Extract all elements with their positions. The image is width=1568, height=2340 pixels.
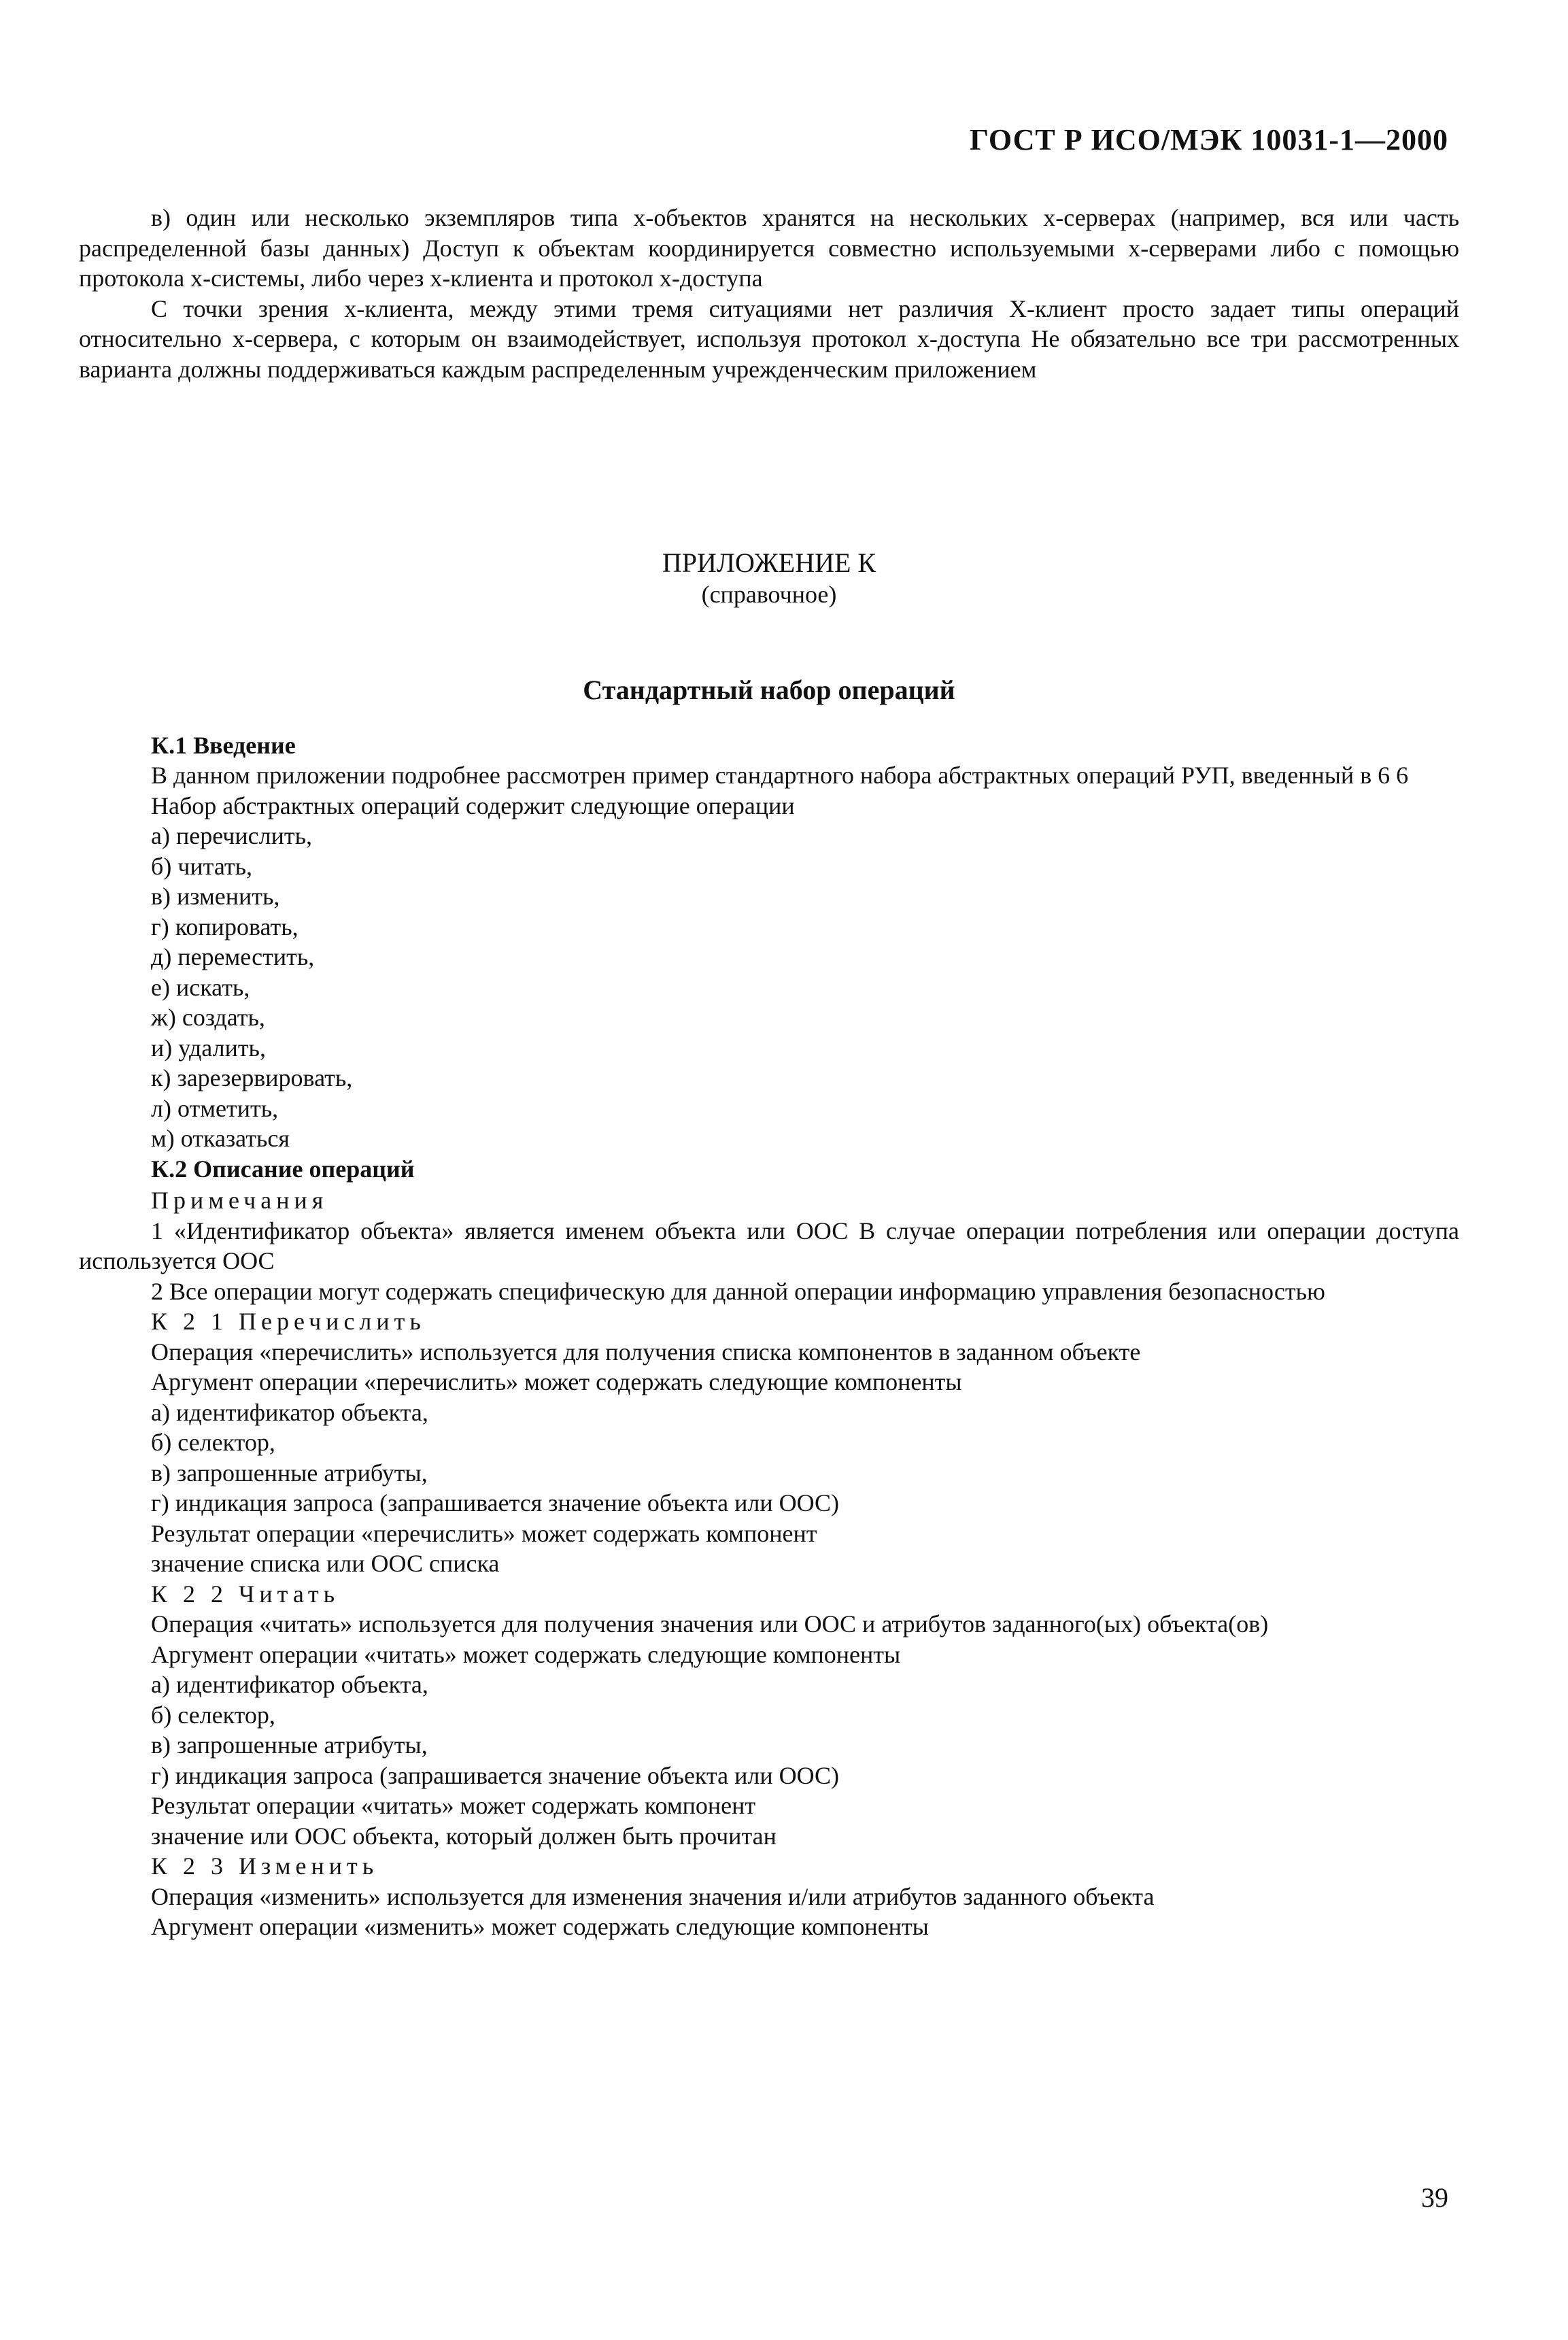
k21-paragraph-2: Аргумент операции «перечислить» может содержать следующие компоненты xyxy=(151,1368,962,1395)
page-number: 39 xyxy=(1421,2182,1448,2213)
list-item: б) селектор, xyxy=(151,1701,275,1729)
list-item: д) переместить, xyxy=(151,943,315,970)
list-item: ж) создать, xyxy=(151,1004,265,1031)
note-1: 1 «Идентификатор объекта» является именем объекта или ООС В случае операции потребления или операции доступа используется ООС xyxy=(79,1217,1459,1274)
document-header: ГОСТ Р ИСО/МЭК 10031-1—2000 xyxy=(969,123,1448,156)
list-item: е) искать, xyxy=(151,973,250,1001)
intro-paragraph-2: С точки зрения x-клиента, между этими тремя ситуациями нет различия X-клиент просто задает типы операций относительно x-сервера, с которым он взаимодействует, используя протокол x-доступа Не обязательно все три рассмотренных варианта должны поддерживаться каждым распределенным учрежденческим приложением xyxy=(79,294,1459,383)
list-item: а) идентификатор объекта, xyxy=(151,1671,428,1698)
list-item: г) индикация запроса (запрашивается значение объекта или ООС) xyxy=(151,1761,840,1789)
list-item: в) изменить, xyxy=(151,883,280,910)
k22-result-value: значение или ООС объекта, который должен быть прочитан xyxy=(151,1822,777,1850)
k22-result: Результат операции «читать» может содержать компонент xyxy=(151,1792,756,1819)
page-body xyxy=(79,203,1459,1942)
k22-heading: К 2 2 Читать xyxy=(151,1580,340,1608)
appendix-title: ПРИЛОЖЕНИЕ К xyxy=(662,547,876,578)
notes-label: Примечания xyxy=(151,1187,328,1214)
list-item: а) идентификатор объекта, xyxy=(151,1398,428,1426)
list-item: в) запрошенные атрибуты, xyxy=(151,1731,428,1759)
k23-paragraph-2: Аргумент операции «изменить» может содержать следующие компоненты xyxy=(151,1913,929,1940)
list-item: г) индикация запроса (запрашивается значение объекта или ООС) xyxy=(151,1489,840,1516)
k21-paragraph-1: Операция «перечислить» используется для получения списка компонентов в заданном объекте xyxy=(151,1338,1141,1366)
intro-paragraph-1: в) один или несколько экземпляров типа x-объектов хранятся на нескольких x-серверах (например, вся или часть распределенной базы данных) Доступ к объектам координируется совместно используемыми x-серверами либо с помощью протокола x-системы, либо через x-клиента и протокол x-доступа xyxy=(79,204,1459,292)
k23-paragraph-1: Операция «изменить» используется для изменения значения и/или атрибутов заданного объекта xyxy=(151,1882,1155,1910)
list-item: л) отметить, xyxy=(151,1094,279,1122)
list-item: и) удалить, xyxy=(151,1034,266,1062)
note-2: 2 Все операции могут содержать специфическую для данной операции информацию управления безопасностью xyxy=(151,1277,1325,1305)
list-item: а) перечислить, xyxy=(151,822,313,849)
k22-paragraph-1: Операция «читать» используется для получения значения или ООС и атрибутов заданного(ых) объекта(ов) xyxy=(151,1610,1269,1638)
list-item: б) читать, xyxy=(151,852,253,880)
appendix-subtitle: (справочное) xyxy=(701,581,837,608)
k21-heading: К 2 1 Перечислить xyxy=(151,1308,426,1335)
list-item: г) копировать, xyxy=(151,913,299,940)
list-item: б) селектор, xyxy=(151,1429,275,1456)
spacer xyxy=(79,384,1459,547)
list-item: к) зарезервировать, xyxy=(151,1064,353,1091)
k21-result-value: значение списка или ООС списка xyxy=(151,1550,500,1577)
list-item: м) отказаться xyxy=(151,1125,290,1152)
k21-result: Результат операции «перечислить» может содержать компонент xyxy=(151,1519,817,1547)
k23-heading: К 2 3 Изменить xyxy=(151,1852,379,1880)
list-item: в) запрошенные атрибуты, xyxy=(151,1459,428,1487)
k1-paragraph-2: Набор абстрактных операций содержит следующие операции xyxy=(151,792,795,819)
k1-heading: К.1 Введение xyxy=(151,731,296,759)
section-title: Стандартный набор операций xyxy=(583,675,955,705)
k2-heading: К.2 Описание операций xyxy=(151,1155,415,1183)
k1-paragraph-1: В данном приложении подробнее рассмотрен пример стандартного набора абстрактных операций РУП, введенный в 6 6 xyxy=(151,762,1409,789)
k22-paragraph-2: Аргумент операции «читать» может содержать следующие компоненты xyxy=(151,1640,901,1668)
